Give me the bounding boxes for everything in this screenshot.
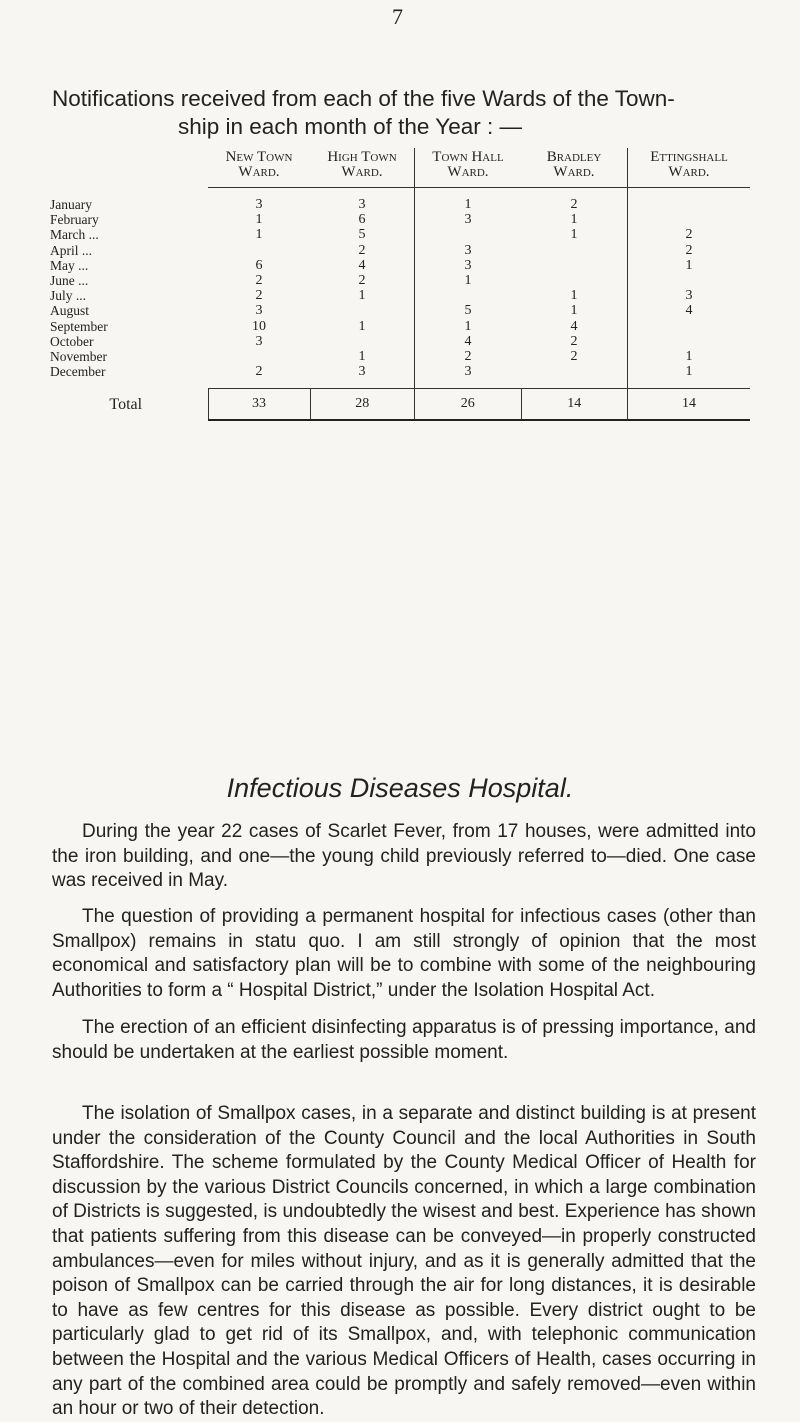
table-row: December 2 3 3 1 [44, 364, 750, 379]
column-header-new-town: New Town Ward. [208, 148, 310, 188]
table-row: April ... 2 3 2 [44, 243, 750, 258]
total-value: 14 [628, 389, 751, 421]
paragraph-disinfecting-apparatus: The erection of an efficient disinfecting apparatus is of pressing importance, and should be undertaken at the earliest possible moment. [52, 1017, 756, 1063]
column-header-town-hall: Town Hall Ward. [415, 148, 522, 188]
section-heading: Infectious Diseases Hospital. [226, 773, 574, 803]
table-row: June ... 2 2 1 [44, 273, 750, 288]
total-row [44, 389, 750, 421]
intro-line-1: Notifications received from each of the five Wards of the Town- [52, 86, 675, 111]
ward-notifications-table [44, 148, 750, 421]
intro-text [52, 85, 752, 141]
page-number: 7 [392, 4, 403, 29]
table-header-row [44, 148, 750, 188]
paragraph-scarlet-fever: During the year 22 cases of Scarlet Fever, from 17 houses, were admitted into the iron building, and one—the young child previously referred to—died. One case was received in May. [52, 821, 756, 891]
column-header-high-town: High Town Ward. [310, 148, 415, 188]
total-value: 26 [415, 389, 522, 421]
column-header-bradley: Bradley Ward. [521, 148, 628, 188]
table-row: May ... 6 4 3 1 [44, 258, 750, 273]
total-value: 28 [310, 389, 415, 421]
table-row: January 3 3 1 2 [44, 197, 750, 212]
table-row: February 1 6 3 1 [44, 212, 750, 227]
table-row: October 3 4 2 [44, 334, 750, 349]
table-row: August 3 5 1 4 [44, 303, 750, 318]
table-row: July ... 2 1 1 3 [44, 288, 750, 303]
table-row: November 1 2 2 1 [44, 349, 750, 364]
total-value: 14 [521, 389, 628, 421]
intro-line-2: ship in each month of the Year : — [178, 114, 522, 139]
paragraph-permanent-hospital: The question of providing a permanent hospital for infectious cases (other than Smallpox) remains in statu quo. I am still strongly of opinion that the most economical and satisfactory plan will be to combine with some of the neighbouring Authorities to form a “ Hospital District,” under the Isolation Hospital Act. [52, 906, 756, 1001]
month-header-cell [44, 148, 208, 188]
total-value: 33 [208, 389, 310, 421]
column-header-ettingshall: Ettingshall Ward. [628, 148, 751, 188]
paragraph-smallpox-isolation: The isolation of Smallpox cases, in a separate and distinct building is at present under the consideration of the County Council and the local Authorities in South Staffordshire. The scheme formulated by the County Medical Officer of Health for discussion by the various District Councils concerned, in which a large combination of Districts is suggested, is undoubtedly the wisest and best. Experience has shown that patients suffering from this disease can be conveyed—in properly constructed ambulances—even for miles without injury, and as it is generally admitted that the poison of Smallpox can be carried through the air for long distances, it is desirable to have as few centres for this disease as possible. Every district ought to be particularly glad to get rid of its Smallpox, and, with telephonic communication between the Hospital and the various Medical Officers of Health, cases occurring in any part of the combined area could be promptly and safely removed—even within an hour or two of their detection. [52, 1103, 756, 1420]
table-row: March ... 1 5 1 2 [44, 227, 750, 242]
total-label: Total [109, 395, 143, 413]
table-row: September 10 1 1 4 [44, 319, 750, 334]
